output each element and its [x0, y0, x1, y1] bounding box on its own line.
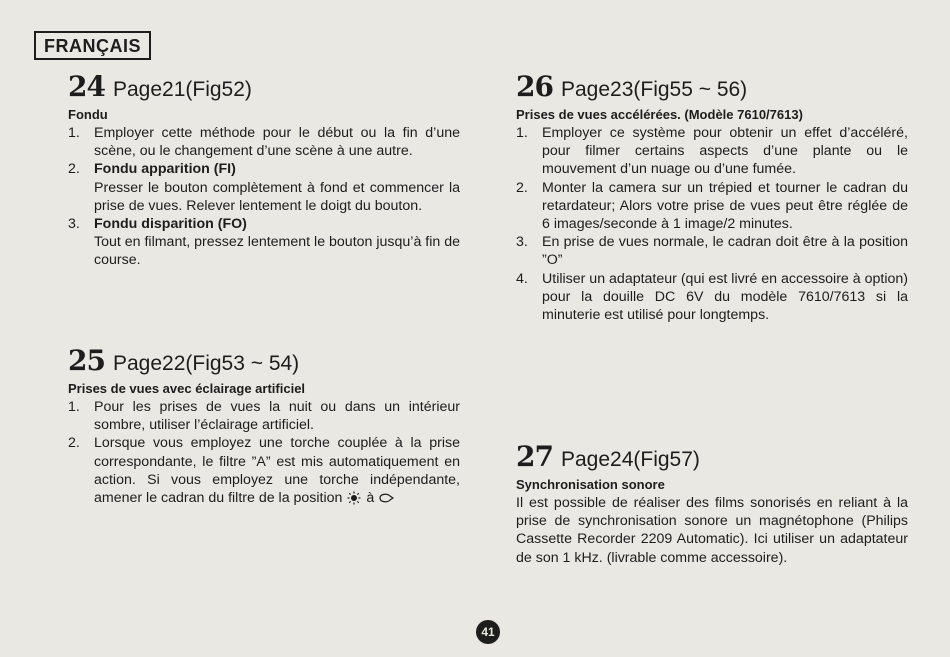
list-item	[516, 179, 908, 234]
language-label: FRANÇAIS	[34, 31, 151, 60]
section-title: Page23(Fig55 ~ 56)	[560, 78, 748, 101]
section-number: 24	[68, 70, 105, 103]
instruction-list	[68, 124, 460, 270]
item-text: Presser le bouton complètement à fond et commencer la prise de vues. Relever lentement le doigt du bouton.	[94, 179, 460, 214]
section-title: Page22(Fig53 ~ 54)	[112, 352, 300, 375]
item-text: En prise de vues normale, le cadran doit être à la position ”O”	[542, 234, 908, 269]
list-item	[516, 124, 908, 179]
item-text: Employer ce système pour obtenir un effet d’accéléré, pour filmer certains aspects d’une plante ou le mouvement d’un nuage ou d’une fumée.	[542, 125, 908, 178]
item-number: 1.	[516, 125, 528, 141]
section-27	[516, 442, 908, 567]
item-number: 4.	[516, 270, 528, 287]
section-number: 27	[516, 440, 553, 473]
section-header	[68, 72, 460, 103]
section-24	[68, 72, 460, 270]
item-text: Employer cette méthode pour le début ou la fin d’une scène, ou le changement d’une scène à une autre.	[94, 125, 460, 160]
item-number: 1.	[68, 399, 80, 415]
section-26	[516, 72, 908, 324]
section-title: Page24(Fig57)	[560, 448, 700, 471]
item-number: 2.	[68, 435, 80, 452]
item-number: 2.	[68, 161, 80, 178]
section-title: Page21(Fig52)	[112, 78, 252, 101]
item-subheading: Fondu apparition (FI)	[94, 161, 236, 178]
section-header	[516, 442, 908, 473]
item-text-tail: à	[366, 490, 375, 507]
bulb-filter-icon	[378, 492, 394, 504]
section-header	[516, 72, 908, 103]
list-item	[68, 124, 460, 160]
instruction-list	[516, 124, 908, 324]
section-subtitle: Synchronisation sonore	[516, 477, 665, 492]
item-text: Tout en filmant, pressez lentement le bouton jusqu’à fin de course.	[94, 234, 460, 269]
sun-filter-icon	[346, 491, 362, 505]
page-number-badge: 41	[476, 620, 500, 644]
item-subheading: Fondu disparition (FO)	[94, 216, 247, 233]
section-number: 26	[516, 70, 553, 103]
list-item	[68, 434, 460, 507]
section-paragraph: Il est possible de réaliser des films sonorisés en reliant à la prise de synchronisation sonore un magnétophone (Philips Cassette Recorder 2209 Automatic). Ici utiliser un adaptateur de son 1 kHz. (livrable comme accessoire).	[516, 495, 908, 566]
list-item	[516, 233, 908, 269]
item-text: Utiliser un adaptateur (qui est livré en accessoire à option) pour la douille DC 6V du modèle 7610/7613 si la minuterie est utilisé pour longtemps.	[542, 270, 908, 324]
item-text: Lorsque vous employez une torche couplée à la prise correspondante, le filtre ”A” est mis automatiquement en action. Si vous employez une torche indépendante, amener le cadran du filtre de la position	[94, 435, 460, 507]
list-item	[516, 270, 908, 325]
section-number: 25	[68, 344, 105, 377]
section-subtitle: Prises de vues avec éclairage artificiel	[68, 381, 306, 396]
item-number: 1.	[68, 125, 80, 141]
item-text: Monter la camera sur un trépied et tourner le cadran du retardateur; Alors votre prise de vues peut être réglée de 6 images/seconde à 1 image/2 minutes.	[542, 179, 908, 233]
item-number: 3.	[68, 216, 80, 233]
instruction-list	[68, 398, 460, 507]
item-number: 3.	[516, 234, 528, 251]
item-number: 2.	[516, 179, 528, 196]
list-item	[68, 215, 460, 270]
section-subtitle: Fondu	[68, 107, 108, 122]
section-header	[68, 346, 460, 377]
list-item	[68, 160, 460, 215]
item-text: Pour les prises de vues la nuit ou dans un intérieur sombre, utiliser l’éclairage artificiel.	[94, 399, 460, 434]
list-item	[68, 398, 460, 434]
section-subtitle: Prises de vues accélérées. (Modèle 7610/7613)	[516, 107, 803, 122]
section-25	[68, 346, 460, 507]
